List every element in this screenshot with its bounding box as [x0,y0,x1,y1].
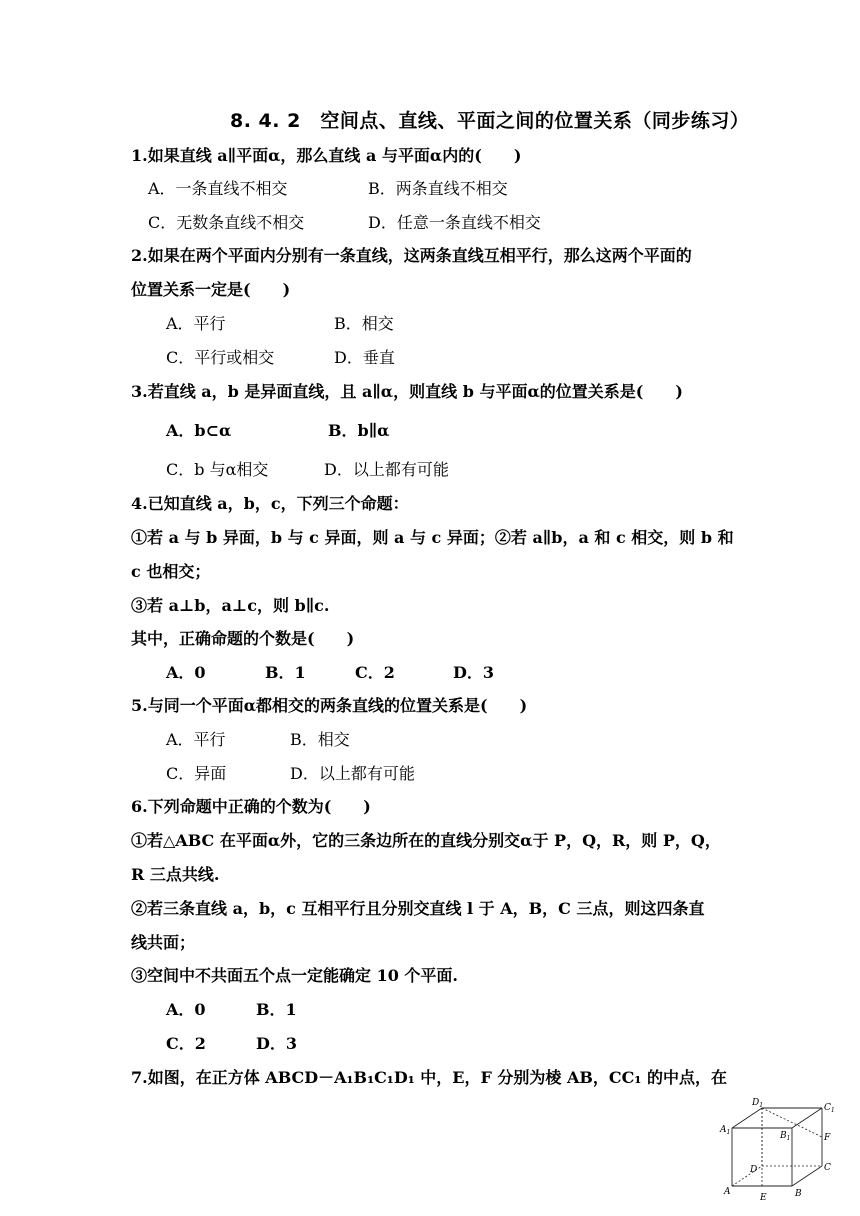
question-6-option-a: A．0 [166,1000,206,1019]
question-4-option-a: A．0 [166,663,206,682]
page-title: 8. 4. 2 空间点、直线、平面之间的位置关系（同步练习） [230,110,750,132]
question-7-stem: 7.如图，在正方体 ABCD－A₁B₁C₁D₁ 中，E，F 分别为棱 AB，CC₁ 的中点，在 [131,1068,727,1087]
question-5-option-a: A．平行 [166,730,226,749]
edge-ad-hidden [732,1166,762,1186]
question-4-option-d: D．3 [453,663,495,682]
label-c1: $C_1$ [824,1103,835,1114]
question-4-option-c: C．2 [355,663,395,682]
question-4-stem: 4.已知直线 a，b，c，下列三个命题： [131,494,409,513]
question-4-proposition-2-cont: c 也相交； [131,562,211,581]
question-2-option-d: D．垂直 [334,348,395,367]
question-1-option-b: B．两条直线不相交 [368,179,508,198]
question-5-option-d: D．以上都有可能 [290,764,415,783]
question-6-option-d: D．3 [256,1034,298,1053]
question-4-option-b: B．1 [265,663,306,682]
edge-a1d1 [732,1108,762,1128]
question-6-option-c: C．2 [166,1034,206,1053]
question-4-proposition-1-2: ①若 a 与 b 异面，b 与 c 异面，则 a 与 c 异面；②若 a∥b，a 和 c 相交，则 b 和 [131,528,734,547]
question-1-stem: 1.如果直线 a∥平面α，那么直线 a 与平面α内的( ) [131,146,522,165]
question-6-proposition-3: ③空间中不共面五个点一定能确定 10 个平面. [131,966,458,985]
question-5-option-c: C．异面 [166,764,227,783]
label-d1: $D_1$ [752,1098,764,1109]
question-4-ask: 其中，正确命题的个数是( ) [131,629,355,648]
question-6-option-b: B．1 [256,1000,297,1019]
label-b1: $B_1$ [780,1131,791,1142]
question-2-stem-line2: 位置关系一定是( ) [131,280,291,299]
label-a: A [724,1187,731,1197]
question-3-option-d: D．以上都有可能 [324,460,449,479]
question-6-proposition-2: ②若三条直线 a，b，c 互相平行且分别交直线 l 于 A，B，C 三点，则这四条直 [131,899,705,918]
question-2-option-c: C．平行或相交 [166,348,275,367]
label-d: D [750,1165,758,1175]
label-f: F [824,1133,831,1143]
question-2-option-a: A．平行 [166,314,226,333]
question-4-proposition-3: ③若 a⊥b，a⊥c，则 b∥c. [131,596,330,615]
label-c: C [824,1163,831,1173]
question-5-stem: 5.与同一个平面α都相交的两条直线的位置关系是( ) [131,696,528,715]
question-6-proposition-2-cont: 线共面； [131,933,196,952]
question-3-stem: 3.若直线 a，b 是异面直线，且 a∥α，则直线 b 与平面α的位置关系是( ) [131,382,683,401]
label-a1: $A_1$ [720,1125,731,1136]
question-2-stem-line1: 2.如果在两个平面内分别有一条直线，这两条直线互相平行，那么这两个平面的 [131,246,692,265]
cube-figure [716,1096,840,1208]
edge-bc [792,1166,822,1186]
question-2-option-b: B．相交 [334,314,394,333]
question-1-option-a: A．一条直线不相交 [148,179,288,198]
question-6-proposition-1-cont: R 三点共线. [131,865,220,884]
question-1-option-c: C．无数条直线不相交 [148,213,305,232]
question-5-option-b: B．相交 [290,730,350,749]
question-1-option-d: D．任意一条直线不相交 [368,213,541,232]
question-6-proposition-1: ①若△ABC 在平面α外，它的三条边所在的直线分别交α于 P，Q，R，则 P，Q， [131,831,721,850]
edge-b1c1 [792,1108,822,1128]
question-3-option-b: B．b∥α [328,421,390,440]
label-e: E [760,1193,767,1203]
question-3-option-c: C．b 与α相交 [166,460,269,479]
label-b: B [795,1189,802,1199]
question-6-stem: 6.下列命题中正确的个数为( ) [131,797,371,816]
question-3-option-a: A．b⊂α [166,421,232,440]
